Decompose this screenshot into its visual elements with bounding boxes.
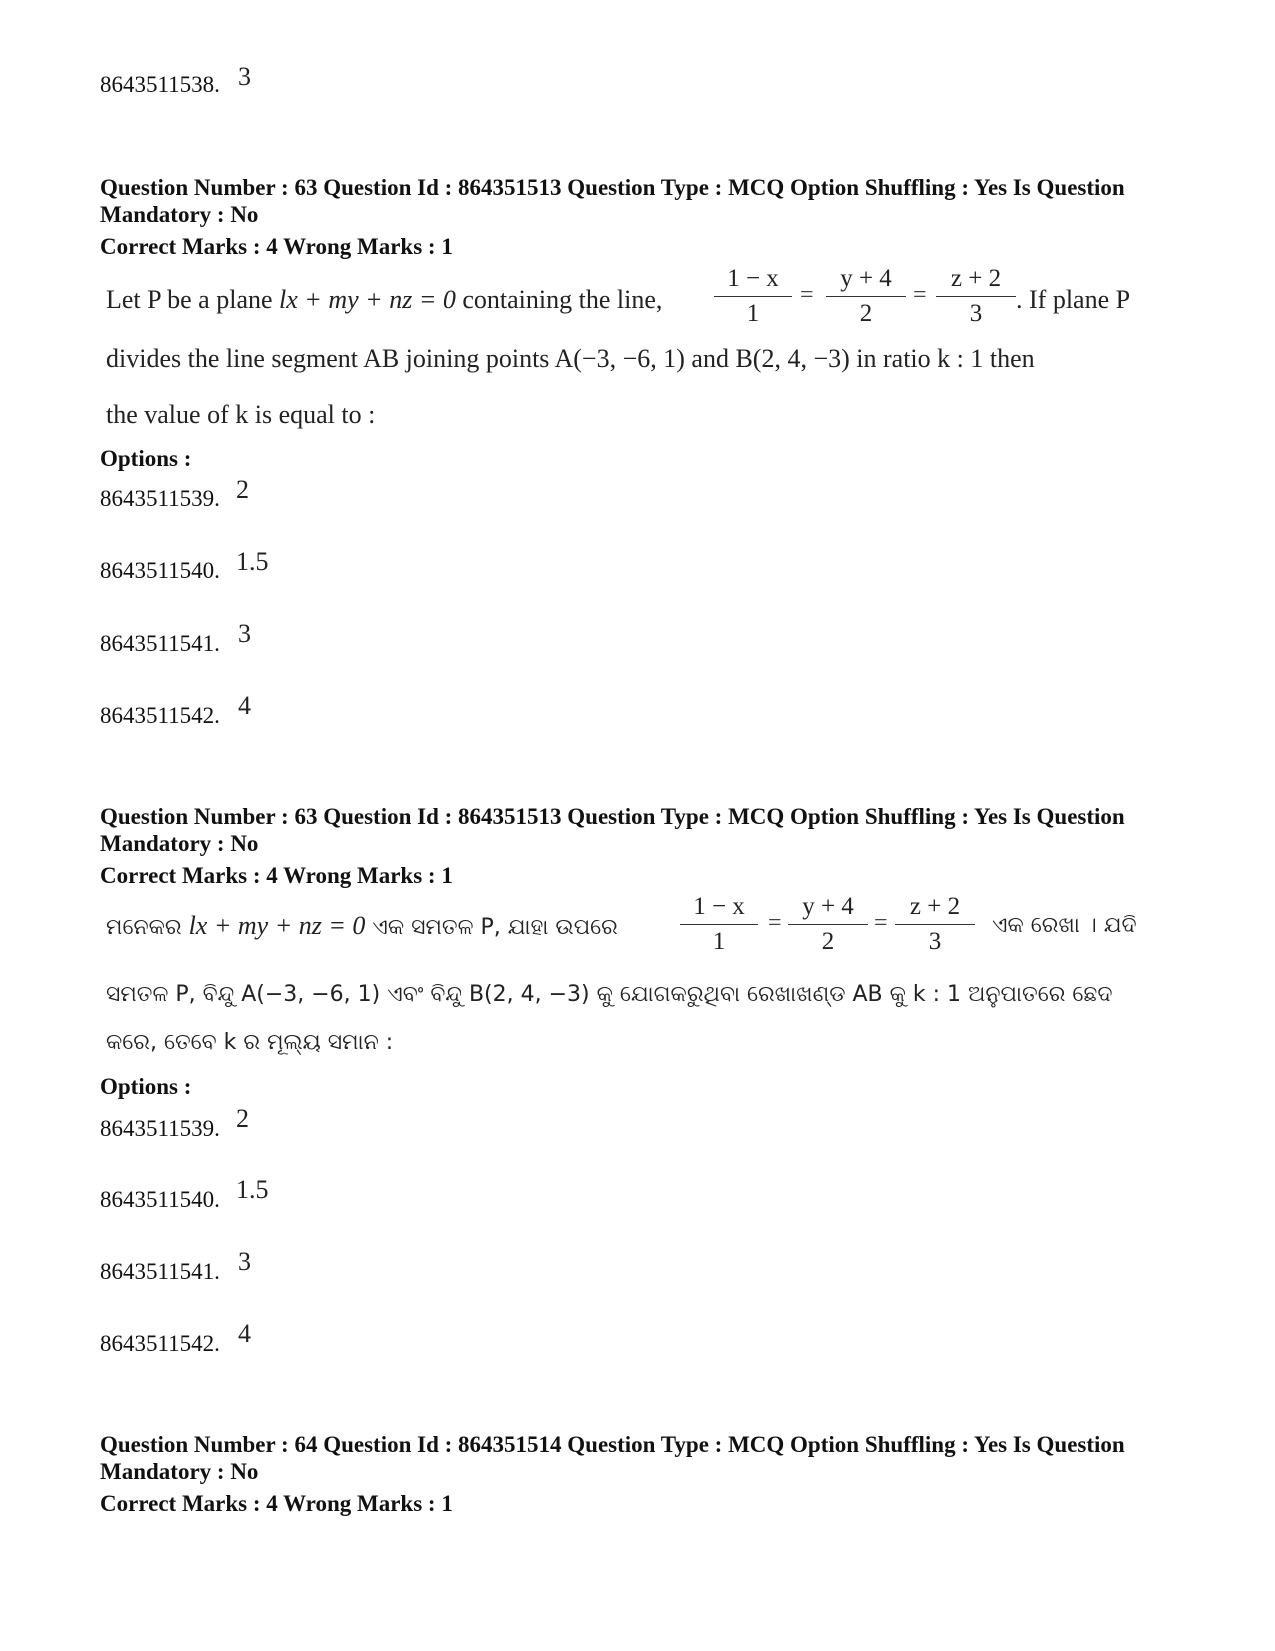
plane-equation: lx + my + nz = 0 [188,911,366,940]
option-id: 8643511540. [100,1187,220,1212]
line-fraction-x [680,893,758,956]
line-fraction-x [714,265,792,328]
question-text-segment: ଏକ ସମତଳ P, ଯାହା ଉପରେ [365,915,618,940]
option-id: 8643511541. [100,1259,220,1284]
question-marks: Correct Marks : 4 Wrong Marks : 1 [100,1491,453,1516]
fraction-denominator: 3 [969,300,983,327]
equals-sign: = [874,910,888,936]
option-id: 8643511542. [100,703,220,728]
option-id: 8643511539. [100,486,220,511]
question-header-mandatory: Mandatory : No [100,1459,259,1484]
question-text-line2: divides the line segment AB joining points A(−3, −6, 1) and B(2, 4, −3) in ratio k : 1 then [106,344,1035,373]
option-value: 1.5 [236,1175,269,1204]
option-value: 3 [238,62,251,91]
fraction-numerator: z + 2 [950,265,1002,292]
options-label: Options : [100,1074,192,1099]
fraction-numerator: y + 4 [802,893,854,920]
fraction-numerator: 1 − x [693,893,745,920]
fraction-bar [826,296,906,297]
option-value: 2 [236,475,249,504]
option-id: 8643511542. [100,1331,220,1356]
option-id: 8643511541. [100,631,220,656]
option-id: 8643511540. [100,558,220,583]
question-text-segment: ଏକ ରେଖା । ଯଦି [992,913,1137,938]
option-value: 4 [238,1319,251,1348]
option-value: 4 [238,691,251,720]
line-fraction-z [936,265,1016,328]
question-text-line1 [106,911,618,941]
option-id: 8643511538. [100,72,220,97]
equals-sign: = [800,282,814,308]
option-value: 3 [238,619,251,648]
option-id: 8643511539. [100,1116,220,1141]
question-text-line2: ସମତଳ P, ବିନ୍ଦୁ A(−3, −6, 1) ଏବଂ ବିନ୍ଦୁ B(2, 4, −3) କୁ ଯୋଗକରୁଥିବା ରେଖାଖଣ୍ଡ AB କୁ k : 1 ଅନୁପାତରେ ଛେଦ [106,982,1113,1007]
plane-equation: lx + my + nz = 0 [279,285,456,314]
equals-sign: = [768,910,782,936]
fraction-bar [895,924,975,925]
fraction-denominator: 1 [746,300,760,327]
fraction-denominator: 3 [928,928,942,955]
question-header-mandatory: Mandatory : No [100,831,259,856]
equals-sign: = [913,282,927,308]
question-text-segment: ମନେକର [106,915,189,940]
fraction-denominator: 1 [712,928,726,955]
option-value: 2 [236,1104,249,1133]
question-text-line3: the value of k is equal to : [106,400,376,429]
question-header: Question Number : 64 Question Id : 864351514 Question Type : MCQ Option Shuffling : Yes Is Question [100,1432,1125,1457]
question-text-segment: containing the line, [455,285,663,314]
fraction-bar [788,924,868,925]
question-text-segment: . If plane P [1016,285,1131,314]
question-header-mandatory: Mandatory : No [100,202,259,227]
question-marks: Correct Marks : 4 Wrong Marks : 1 [100,234,453,259]
line-fraction-y [826,265,906,328]
fraction-bar [680,924,758,925]
question-header: Question Number : 63 Question Id : 864351513 Question Type : MCQ Option Shuffling : Yes Is Question [100,175,1125,200]
option-value: 3 [238,1247,251,1276]
question-header: Question Number : 63 Question Id : 864351513 Question Type : MCQ Option Shuffling : Yes Is Question [100,804,1125,829]
fraction-numerator: z + 2 [909,893,961,920]
fraction-numerator: y + 4 [840,265,892,292]
option-value: 1.5 [236,547,269,576]
question-text-line1 [106,285,662,315]
fraction-denominator: 2 [821,928,835,955]
fraction-bar [714,296,792,297]
fraction-numerator: 1 − x [727,265,779,292]
fraction-bar [936,296,1016,297]
line-fraction-y [788,893,868,956]
question-text-segment: Let P be a plane [106,285,280,314]
fraction-denominator: 2 [859,300,873,327]
options-label: Options : [100,446,192,471]
question-marks: Correct Marks : 4 Wrong Marks : 1 [100,863,453,888]
question-text-line3: କରେ, ତେବେ k ର ମୂଲ୍ୟ ସମାନ : [106,1030,394,1055]
line-fraction-z [895,893,975,956]
